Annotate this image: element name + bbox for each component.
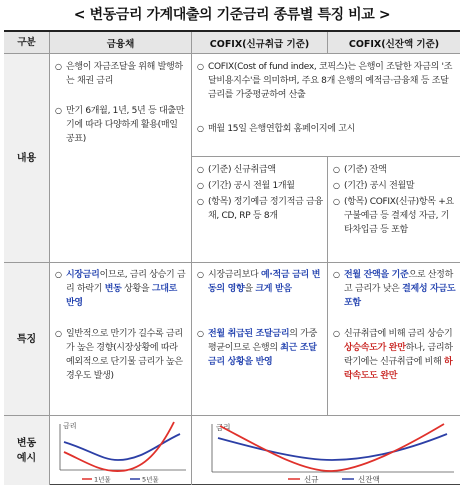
header-bond: 금융채 xyxy=(50,32,192,53)
cofix-new-content-cell xyxy=(192,157,328,263)
table-header-row xyxy=(4,32,460,54)
list-item: ○ 시장금리이므로, 금리 상승기 금리 하락기 변동 상황을 그대로 반영 xyxy=(55,270,186,308)
list-item: ○ (항목) COFIX(신규)항목 +요구불예금 등 결제성 자금, 기타차입금 등 포함 xyxy=(333,197,454,235)
cofix-chart-ylabel: 금리 xyxy=(216,423,231,432)
header-cofix-new: COFIX(신규취급 기준) xyxy=(192,32,328,53)
list-item: ○ 은행이 자금조달을 위해 발행하는 채권 금리 xyxy=(55,62,183,86)
list-item: ○ (기간) 공시 전월말 xyxy=(333,181,415,191)
list-item: ○ COFIX(Cost of fund index, 코픽스)는 은행이 조달한 자금의 '조달비용지수'를 의미하며, 주요 8개 은행의 예적금·금융채 등 조달금리를 가중평균하여 산출 xyxy=(197,62,453,100)
list-item: ○ 전월 잔액을 기준으로 산정하고 금리가 낮은 결제성 자금도 포함 xyxy=(333,270,456,308)
cofix-rate-chart xyxy=(192,416,460,485)
comparison-table xyxy=(4,30,460,485)
list-item: ○ (항목) 정기예금 정기적금 금융채, CD, RP 등 8개 xyxy=(197,197,323,221)
header-category: 구분 xyxy=(4,32,50,53)
legend-label-new: 신규 xyxy=(304,475,319,484)
cofix-balance-content-cell xyxy=(328,157,460,263)
bond-example-chart-cell xyxy=(50,416,192,485)
header-cofix-balance: COFIX(신잔액 기준) xyxy=(328,32,460,53)
legend-label-5y: 5년물 xyxy=(142,475,159,484)
list-item: ○ 매월 15일 은행연합회 홈페이지에 고시 xyxy=(197,124,356,134)
cofix-balance-features-cell xyxy=(328,263,460,415)
bond-content-cell xyxy=(50,54,192,262)
cofix-balance-line xyxy=(218,434,447,460)
row-label-features: 특징 xyxy=(4,263,50,415)
bond-features-cell xyxy=(50,263,192,415)
cofix-new-features-cell xyxy=(192,263,328,415)
list-item: ○ 전월 취급된 조달금리의 가중평균이므로 은행의 최근 조달금리 상황을 반영 xyxy=(197,329,317,367)
list-item: ○ (기준) 잔액 xyxy=(333,165,387,175)
legend-label-balance: 신잔액 xyxy=(358,475,380,484)
list-item: ○ (기간) 공시 전월 1개월 xyxy=(197,181,295,191)
table-row-features xyxy=(4,263,460,416)
table-row-content xyxy=(4,54,460,263)
cofix-common-cell xyxy=(192,54,460,157)
bond-5y-line xyxy=(64,434,180,460)
bond-chart-ylabel: 금리 xyxy=(63,422,77,430)
row-label-examples-line2: 예시 xyxy=(16,452,37,464)
list-item: ○ 일반적으로 만기가 길수록 금리가 높은 경향(시장상황에 따라 예외적으로 단기물 금리가 높은 경우도 발생) xyxy=(55,329,183,381)
row-label-examples-line1: 변동 xyxy=(16,437,37,449)
cofix-example-chart-cell xyxy=(192,416,460,485)
bond-rate-chart xyxy=(50,416,192,485)
row-label-content: 내용 xyxy=(4,54,50,262)
list-item: ○ 만기 6개월, 1년, 5년 등 대출만기에 따라 다양하게 활용(매일 공표) xyxy=(55,106,185,144)
list-item: ○ (기준) 신규취급액 xyxy=(197,165,276,175)
row-label-examples xyxy=(4,416,50,485)
table-row-examples xyxy=(4,416,460,485)
list-item: ○ 신규취급에 비해 금리 상승기 상승속도가 완만하나, 금리하락기에는 신규취급에 비해 하락속도도 완만 xyxy=(333,329,453,381)
page-title: < 변동금리 가계대출의 기준금리 종류별 특징 비교 > xyxy=(73,7,391,23)
list-item: ○ 시장금리보다 예·적금 금리 변동의 영향을 크게 받음 xyxy=(197,270,321,294)
legend-label-1y: 1년물 xyxy=(94,475,111,484)
